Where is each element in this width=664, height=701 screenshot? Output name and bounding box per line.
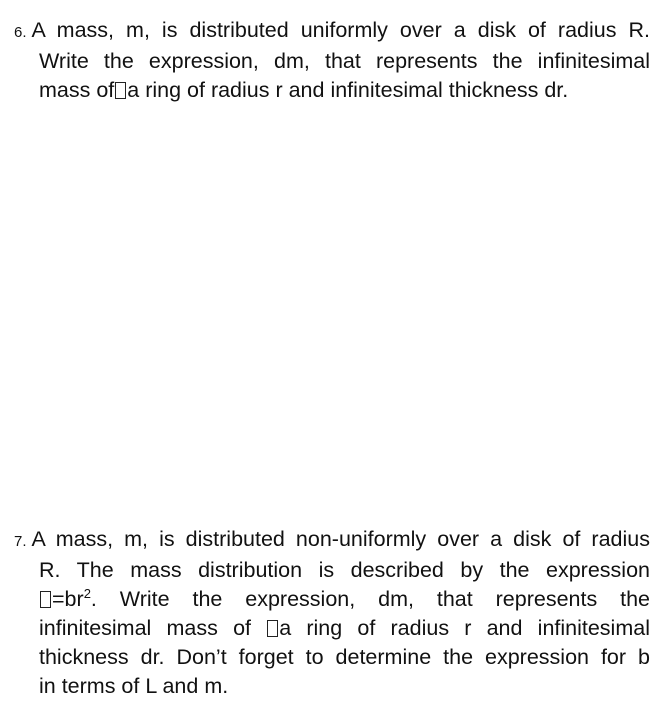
problem-6-line-2: Write the expression, dm, that represents the infinitesimal (39, 49, 650, 73)
missing-glyph-icon (267, 620, 278, 637)
problem-7-line-1 (14, 525, 650, 556)
problem-7-text-4a: infinitesimal mass of (39, 616, 251, 640)
problem-7 (14, 525, 650, 701)
problem-6-line-1 (14, 16, 650, 47)
problem-7-text-4b: a ring of radius r and infinitesimal (279, 616, 650, 640)
problem-6 (14, 16, 650, 105)
problem-7-line-3 (14, 585, 650, 614)
problem-6-line-3 (14, 76, 650, 105)
problem-7-text-3a: =br (52, 587, 84, 611)
problem-6-text-3a: mass of (39, 78, 115, 102)
problem-6-text-1: A mass, m, is distributed uniformly over a disk of radius R. (31, 18, 650, 42)
missing-glyph-icon (40, 591, 51, 608)
problem-7-line-5: thickness dr. Don’t forget to determine the expression for b (39, 645, 650, 669)
missing-glyph-icon (115, 82, 126, 99)
problem-7-text-1: A mass, m, is distributed non-uniformly over a disk of radius (31, 527, 650, 551)
problem-7-line-2: R. The mass distribution is described by the expression (39, 558, 650, 582)
problem-6-text-3b: a ring of radius r and infinitesimal thickness dr. (127, 78, 569, 102)
problem-7-text-3b: . Write the expression, dm, that represents the (90, 587, 650, 611)
problem-7-exponent: 2 (83, 585, 91, 601)
problem-7-line-6: in terms of L and m. (39, 674, 229, 698)
problem-7-line-4 (14, 614, 650, 643)
problem-7-number: 7. (14, 533, 27, 550)
problem-6-number: 6. (14, 24, 27, 41)
